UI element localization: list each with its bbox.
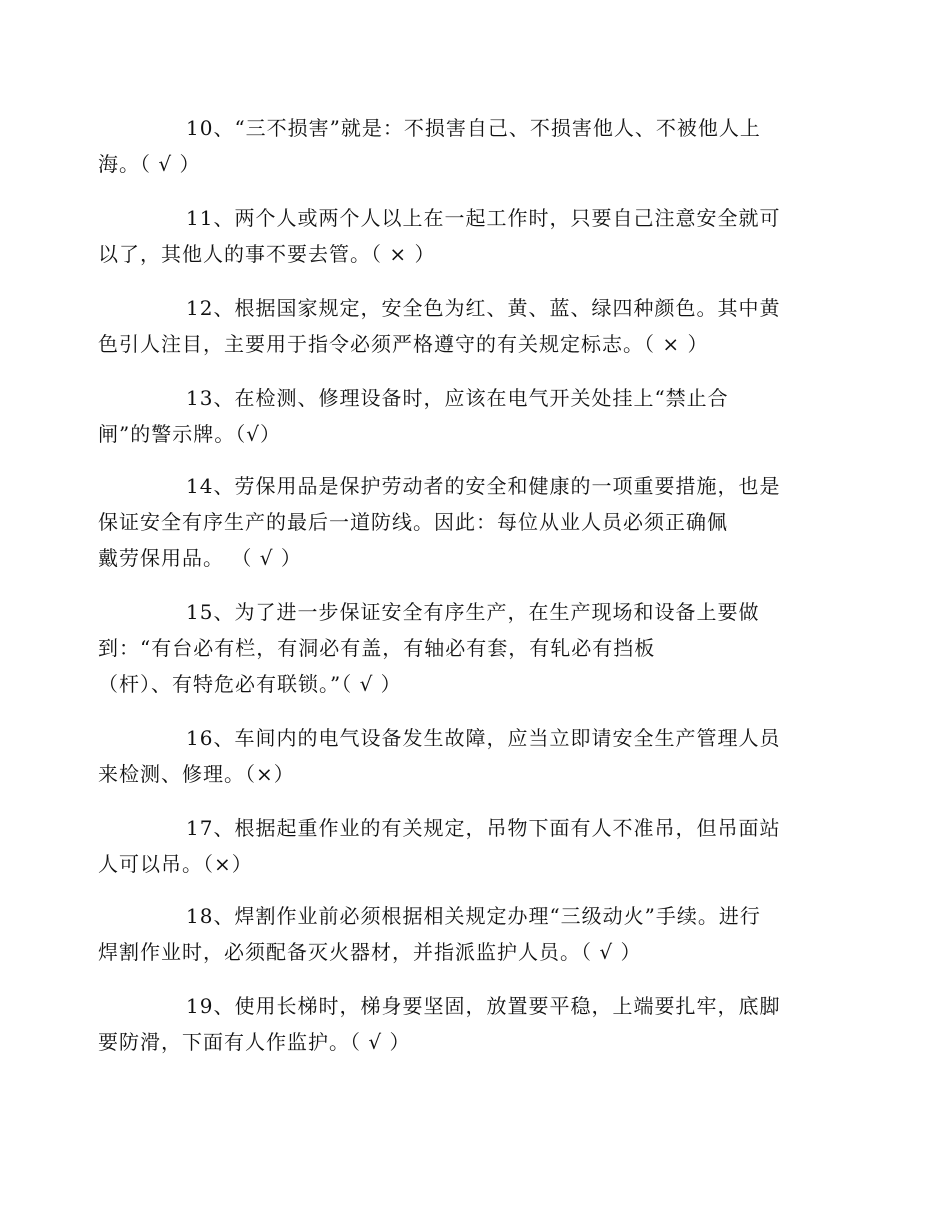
question-line: 人可以吊。（×）	[98, 852, 253, 876]
question-line: 来检测、修理。（×）	[98, 762, 295, 786]
question-line: 以了，其他人的事不要去管。（ × ）	[98, 242, 436, 266]
question-line: 17、根据起重作业的有关规定，吊物下面有人不准吊，但吊面站	[186, 816, 781, 840]
question-line: 18、焊割作业前必须根据相关规定办理“三级动火”手续。进行	[186, 904, 761, 928]
question-line: （杆）、有特危必有联锁。”（ √ ）	[98, 672, 402, 696]
question-15	[98, 594, 802, 702]
question-line: 保证安全有序生产的最后一道防线。因此：每位从业人员必须正确佩	[98, 510, 728, 534]
question-10	[98, 110, 802, 182]
question-11	[98, 200, 802, 272]
question-line: 13、在检测、修理设备时，应该在电气开关处挂上“禁止合	[186, 386, 729, 410]
question-17	[98, 810, 802, 882]
question-18	[98, 898, 802, 970]
question-19	[98, 988, 802, 1060]
question-14	[98, 468, 802, 576]
question-line: 11、两个人或两个人以上在一起工作时，只要自己注意安全就可	[186, 206, 781, 230]
question-line: 要防滑，下面有人作监护。（ √ ）	[98, 1030, 411, 1054]
question-16	[98, 720, 802, 792]
question-line: 19、使用长梯时，梯身要坚固，放置要平稳，上端要扎牢，底脚	[186, 994, 781, 1018]
question-line: 色引人注目，主要用于指令必须严格遵守的有关规定标志。（ × ）	[98, 332, 709, 356]
question-line: 12、根据国家规定，安全色为红、黄、蓝、绿四种颜色。其中黄	[186, 296, 781, 320]
question-line: 14、劳保用品是保护劳动者的安全和健康的一项重要措施，也是	[186, 474, 781, 498]
question-line: 焊割作业时，必须配备灭火器材，并指派监护人员。（ √ ）	[98, 940, 642, 964]
question-line: 海。（ √ ）	[98, 152, 201, 176]
question-line: 戴劳保用品。 （ √ ）	[98, 546, 302, 570]
question-line: 16、车间内的电气设备发生故障，应当立即请安全生产管理人员	[186, 726, 781, 750]
question-line: 闸”的警示牌。（√）	[98, 422, 281, 446]
question-13	[98, 380, 802, 452]
question-line: 10、“三不损害”就是：不损害自己、不损害他人、不被他人上	[186, 116, 761, 140]
question-line: 15、为了进一步保证安全有序生产，在生产现场和设备上要做	[186, 600, 760, 624]
question-line: 到：“有台必有栏，有洞必有盖，有轴必有套，有轧必有挡板	[98, 636, 656, 660]
question-12	[98, 290, 802, 362]
